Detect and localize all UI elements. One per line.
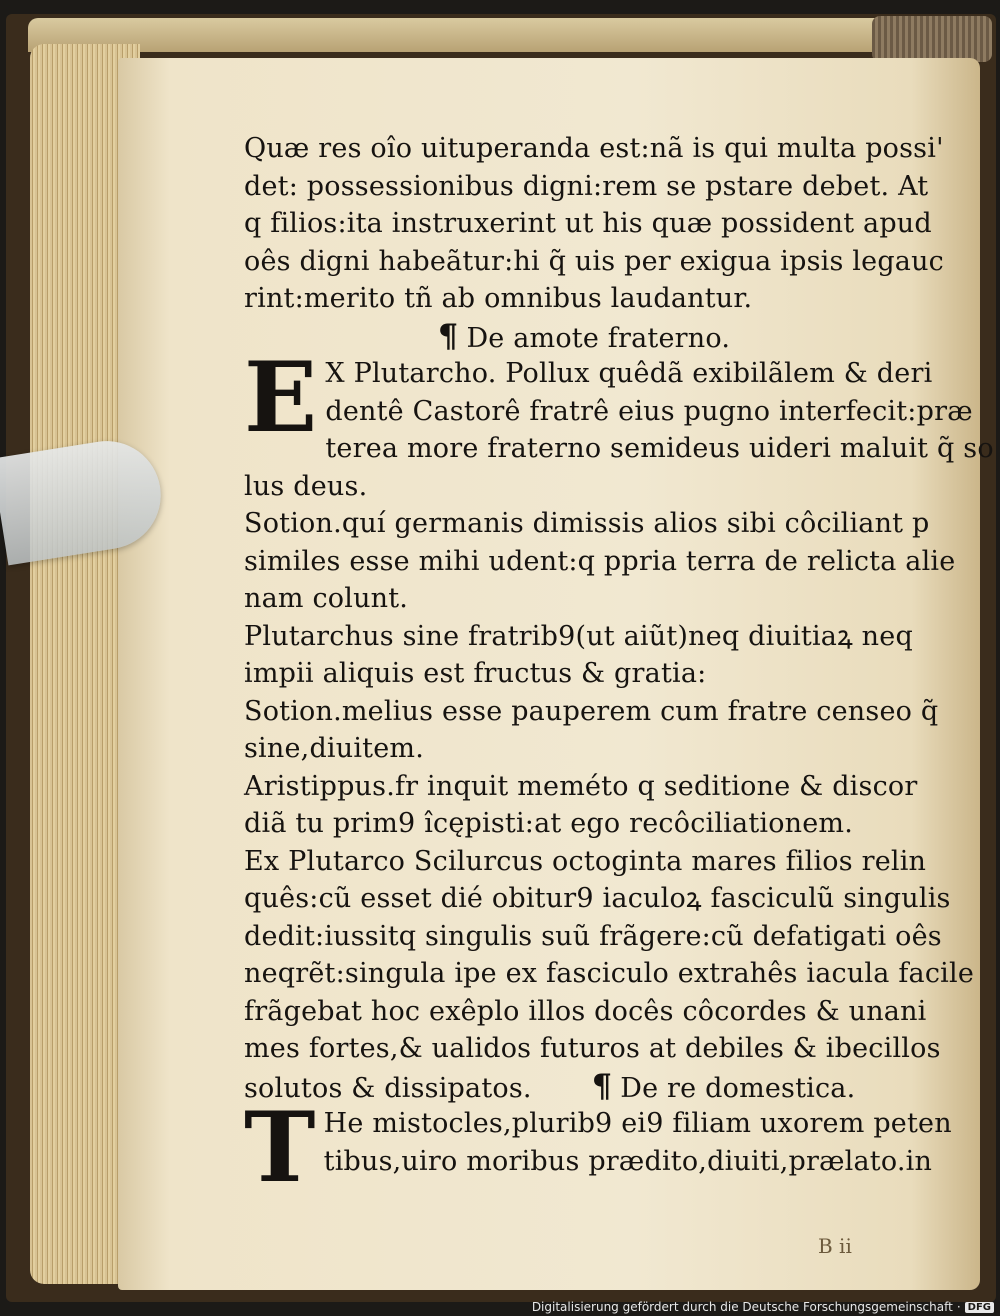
text-line: Aristippus.fr inquit meméto q seditione & discor xyxy=(244,770,918,802)
section-heading xyxy=(591,1066,856,1105)
page-text xyxy=(244,130,994,1204)
text-line: neqrẽt:singula ipe ex fasciculo extrahês iacula facile xyxy=(244,958,974,989)
text-line: Ex Plutarco Scilurcus octoginta mares filios relin xyxy=(244,845,927,877)
book-spine-band xyxy=(872,16,992,62)
signature-mark: B ii xyxy=(818,1234,852,1258)
text-line: diã tu prim9 îcępisti:at ego recôciliationem. xyxy=(244,808,854,839)
text-line: similes esse mihi udent:q ppria terra de relicta alie xyxy=(244,545,956,577)
text-line: oês digni habeãtur:hi q̃ uis per exigua ipsis legauc xyxy=(244,245,945,277)
drop-capital: T xyxy=(244,1091,316,1204)
text-line: sine,diuitem. xyxy=(244,733,424,764)
section-heading-text: De re domestica. xyxy=(620,1072,856,1104)
text-line: Sotion.melius esse pauperem cum fratre censeo q̃ xyxy=(244,695,939,727)
dfg-logo-icon: DFG xyxy=(965,1302,994,1313)
text-line: impii aliquis est fructus & gratia: xyxy=(244,658,707,689)
section-heading xyxy=(244,318,924,356)
funding-footer: Digitalisierung gefördert durch die Deutsche Forschungsgemeinschaft · DFG xyxy=(532,1300,994,1314)
footer-text: Digitalisierung gefördert durch die Deutsche Forschungsgemeinschaft xyxy=(531,1300,953,1314)
text-line: Plutarchus sine fratrib9(ut aiũt)neq diuitiaꝝ neq xyxy=(244,620,913,652)
text-line: Sotion.quí germanis dimissis alios sibi côciliant p xyxy=(244,508,930,539)
text-line: dentê Castorê fratrê eius pugno interfecit:præ xyxy=(325,395,973,427)
pilcrow-icon: ¶ xyxy=(437,316,459,355)
drop-capital: E xyxy=(244,341,318,454)
text-line: quês:cũ esset dié obitur9 iaculoꝝ fasciculũ singulis xyxy=(244,883,951,914)
book-cover-top xyxy=(28,18,988,52)
text-line: lus deus. xyxy=(244,470,368,502)
text-line: nam colunt. xyxy=(244,583,409,614)
text-line-part: solutos & dissipatos. xyxy=(244,1072,532,1104)
text-line: He mistocles,plurib9 ei9 filiam uxorem peten xyxy=(323,1108,952,1139)
text-line: Quæ res oîo uituperanda est:nã is qui multa possi' xyxy=(244,133,944,164)
text-line: tibus,uiro moribus prædito,diuiti,prælato.in xyxy=(323,1145,933,1177)
section-heading-text: De amote fraterno. xyxy=(466,322,731,354)
text-line: det: possessionibus digni:rem se pstare debet. At xyxy=(244,170,929,202)
text-line: frãgebat hoc exêplo illos docês côcordes & unani xyxy=(244,995,927,1027)
pilcrow-icon: ¶ xyxy=(591,1066,613,1105)
text-line: mes fortes,& ualidos futuros at debiles & ibecillos xyxy=(244,1033,941,1064)
text-line: q filios:ita instruxerint ut his quæ possident apud xyxy=(244,208,932,239)
text-line: rint:merito tñ ab omnibus laudantur. xyxy=(244,283,753,314)
text-line: terea more fraterno semideus uideri maluit q̃ so xyxy=(325,433,994,464)
text-line xyxy=(244,1068,924,1106)
text-line: dedit:iussitq singulis suũ frãgere:cũ defatigati oês xyxy=(244,920,942,952)
text-line: X Plutarcho. Pollux quêdã exibilãlem & deri xyxy=(325,358,933,389)
